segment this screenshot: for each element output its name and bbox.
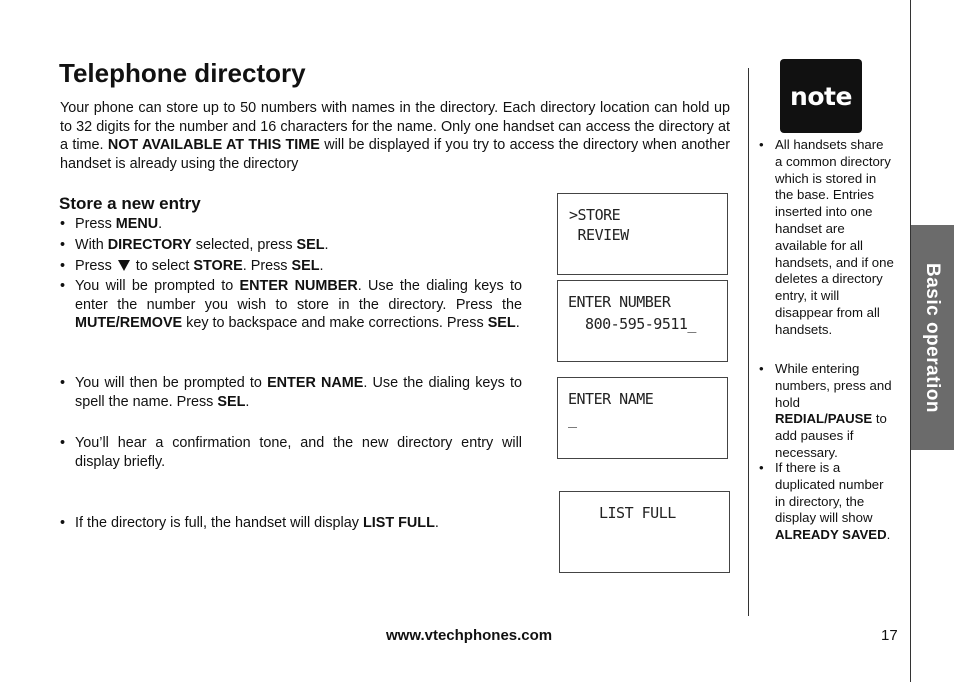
intro-bold: NOT AVAILABLE AT THIS TIME <box>107 137 320 153</box>
intro-paragraph <box>60 99 730 173</box>
section-title: Store a new entry <box>59 194 201 213</box>
step-enter-name: • You will then be prompted to ENTER NAME. Use the dialing keys to spell the name. Press SEL. <box>60 374 522 411</box>
down-triangle-icon <box>118 260 130 271</box>
note-item-duplicate: • If there is a duplicated number in directory, the display will show ALREADY SAVED. <box>759 460 894 544</box>
step-press-menu: • Press MENU. <box>60 215 522 234</box>
lcd-line: REVIEW <box>569 226 629 244</box>
lcd-line: 800-595-9511_ <box>568 315 696 333</box>
step-select-store: • Press to select STORE. Press SEL. <box>60 257 522 276</box>
column-divider <box>748 68 749 616</box>
intro-text-2: will be displayed if you try to access the directory when another handset is already using the directory <box>60 137 731 172</box>
note-icon <box>780 59 862 133</box>
page-number: 17 <box>881 627 898 644</box>
note-item-pauses: • While entering numbers, press and hold REDIAL/PAUSE to add pauses if necessary. <box>759 361 894 462</box>
footer-url: www.vtechphones.com <box>386 627 553 644</box>
lcd-line: _ <box>568 410 577 428</box>
lcd-line: LIST FULL <box>599 504 676 522</box>
step-enter-number: • You will be prompted to ENTER NUMBER. Use the dialing keys to enter the number you wish to store in the directory. Press the MUTE/REMOVE key to backspace and make corrections. Press SEL. <box>60 277 522 333</box>
lcd-line: ENTER NAME <box>568 390 654 408</box>
step-select-directory: • With DIRECTORY selected, press SEL. <box>60 236 522 255</box>
lcd-store-review <box>557 193 728 275</box>
note-item-shared-directory: • All handsets share a common directory which is stored in the base. Entries inserted into one handset are available for all handsets, and if one deletes a directory entry, it will disappear from all handsets. <box>759 137 894 339</box>
note-label: note <box>790 81 852 111</box>
lcd-enter-name <box>557 377 728 459</box>
lcd-line: >STORE <box>569 206 621 224</box>
lcd-enter-number <box>557 280 728 362</box>
section-tab <box>911 225 954 450</box>
page-title: Telephone directory <box>59 58 306 88</box>
intro-text: Your phone can store up to 50 numbers with names in the directory. Each directory location can hold up to 32 digits for the number and 16 characters for the name. Only one handset can access the directory at a time. <box>60 100 730 153</box>
section-tab-label: Basic operation <box>922 262 944 413</box>
step-confirmation: • You’ll hear a confirmation tone, and the new directory entry will display briefly. <box>60 434 522 471</box>
step-list-full: • If the directory is full, the handset will display LIST FULL. <box>60 514 522 533</box>
lcd-list-full <box>559 491 730 573</box>
lcd-line: ENTER NUMBER <box>568 293 671 311</box>
